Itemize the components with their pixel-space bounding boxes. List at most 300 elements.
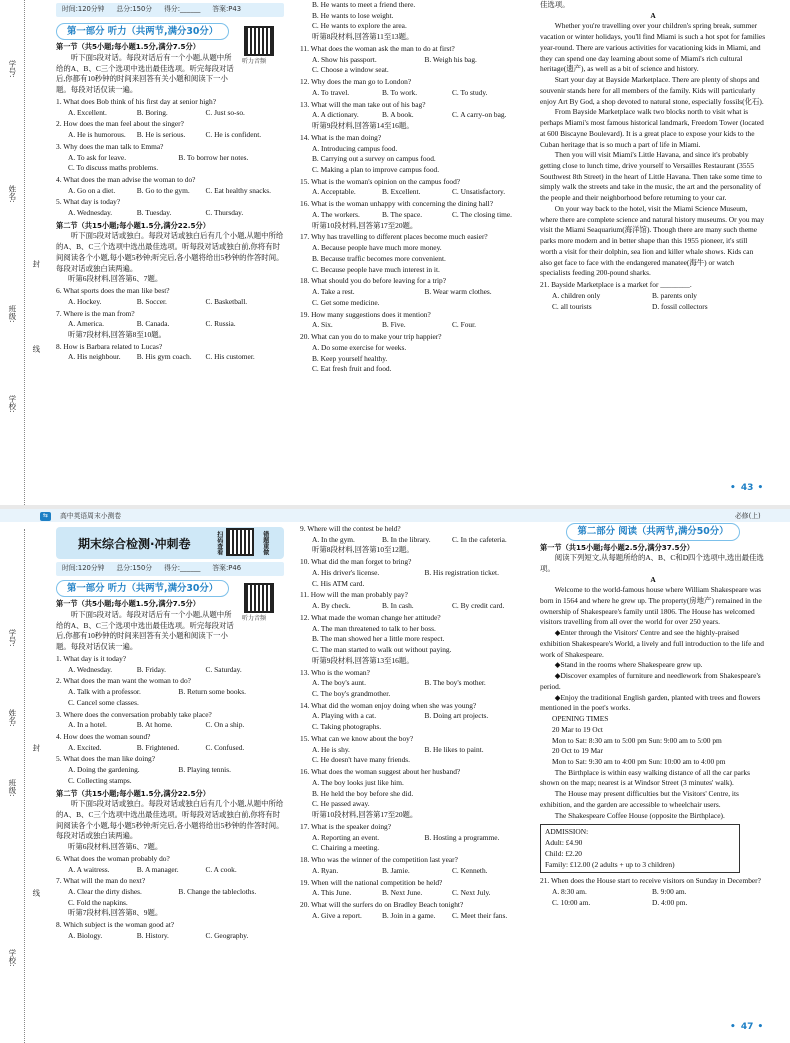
answer-option[interactable]: C. all tourists (552, 301, 592, 311)
question-stem: 1. What does Bob think of his first day at senior high? (56, 96, 216, 106)
answer-option[interactable]: C. The boy's grandmother. (312, 689, 391, 699)
option-row (56, 319, 284, 330)
question-stem: 21. When does the House start to receive visitors on Sunday in December? (540, 876, 761, 886)
question-stem: 2. How does the man feel about the singer? (56, 119, 184, 129)
answer-option[interactable]: A. Wednesday. (68, 664, 113, 674)
option-row (56, 130, 284, 141)
section-badge: 第一部分 听力（共两节,满分30分） (56, 580, 229, 598)
listening-instruction: 听第10段材料,回答第17至20题。 (312, 220, 418, 230)
answer-option[interactable]: C. Collecting stamps. (68, 775, 132, 785)
option-row (56, 665, 284, 676)
question-item (300, 44, 532, 76)
answer-option[interactable]: B. Change the tablecloths. (178, 886, 257, 896)
option-row (300, 601, 532, 612)
question-stem: 16. What does the woman suggest about her husband? (300, 767, 461, 777)
question-item (56, 342, 284, 363)
answer-option[interactable]: A. Do some exercise for weeks. (312, 342, 407, 352)
question-item (56, 142, 284, 174)
question-item (540, 280, 766, 312)
margin-label: 封 (31, 260, 41, 268)
question-stem: 20. What can you do to make your trip happier? (300, 332, 442, 342)
answer-option[interactable]: C. Next July. (452, 888, 491, 898)
question-item (300, 701, 532, 733)
question-stem: 11. How will the man probably pay? (300, 590, 408, 600)
answer-option[interactable]: A. His driver's license. (312, 567, 380, 577)
option-row (300, 287, 532, 298)
question-list (56, 654, 284, 787)
answer-option[interactable]: C. He passed away. (312, 799, 370, 809)
test-meta (56, 562, 284, 576)
answer-option[interactable]: C. Eat healthy snacks. (205, 185, 271, 195)
option-row (300, 866, 532, 877)
answer-option[interactable]: A. Show his passport. (312, 54, 377, 64)
answer-option[interactable]: C. He is confident. (205, 130, 262, 140)
question-item (300, 900, 532, 921)
answer-option[interactable]: B. Canada. (136, 319, 170, 329)
answer-option[interactable]: B. Frightened. (136, 742, 180, 752)
time-info: 时间:120分钟 (62, 5, 105, 13)
text-line: 佳选项。 (540, 0, 570, 9)
option-row (300, 535, 532, 546)
admission-line: Family: £12.00 (2 adults + up to 3 children) (545, 859, 675, 869)
answer-option[interactable]: A. Excellent. (68, 107, 107, 117)
answer-option[interactable]: C. Choose a window seat. (312, 65, 389, 75)
answer-option[interactable]: A. In the gym. (312, 534, 355, 544)
answer-option[interactable]: A. Biology. (68, 930, 103, 940)
answer-option[interactable]: C. A cook. (205, 864, 237, 874)
page-number: • 47 • (730, 1022, 765, 1032)
option-line: C. He wants to explore the area. (312, 21, 407, 31)
answer-option[interactable]: C. Because people have much interest in it. (312, 264, 440, 274)
answer-option[interactable]: C. A carry-on bag. (452, 110, 507, 120)
question-stem: 9. Where will the contest be held? (300, 524, 401, 533)
question-stem: 4. What does the man advise the woman to do? (56, 174, 196, 184)
middle-column (300, 0, 532, 505)
answer-option[interactable]: A. To ask for leave. (68, 152, 127, 162)
answer-option[interactable]: B. Five. (382, 320, 406, 330)
header-right: 必修(上) (735, 512, 761, 520)
answer-option[interactable]: C. He doesn't have many friends. (312, 755, 411, 765)
answer-option[interactable]: A. A waitress. (68, 864, 110, 874)
question-list (300, 557, 532, 656)
answer-option[interactable]: A. Wednesday. (68, 208, 113, 218)
option-row (540, 887, 766, 908)
option-row (56, 765, 284, 776)
answer-option[interactable]: C. On a ship. (205, 720, 245, 730)
answer-option[interactable]: B. History. (136, 930, 169, 940)
answer-option[interactable]: A. Excited. (68, 742, 102, 752)
answer-option[interactable]: B. A book. (382, 110, 414, 120)
part-intro: 阅读下列短文,从每题所给的A、B、C和D四个选项中,选出最佳选项。 (540, 553, 764, 573)
answer-option[interactable]: A. Ryan. (312, 865, 339, 875)
answer-option[interactable]: B. Soccer. (136, 296, 167, 306)
answer-option[interactable]: B. Return some books. (178, 687, 246, 697)
cut-line (24, 529, 25, 1043)
answer-option[interactable]: C. Meet their fans. (452, 910, 508, 920)
answer-option[interactable]: B. Boring. (136, 107, 168, 117)
question-item (300, 276, 532, 308)
answer-option[interactable]: A. Doing the gardening. (68, 765, 140, 775)
answer-option[interactable]: C. In the cafeteria. (452, 534, 507, 544)
question-item (56, 286, 284, 307)
option-line: B. He wants to lose weight. (312, 10, 394, 20)
answer-option[interactable]: A. Talk with a professor. (68, 687, 141, 697)
listening-instruction: 听第7段材料,回答第8、9题。 (68, 908, 163, 918)
question-stem: 10. What did the man forget to bring? (300, 557, 412, 567)
paragraph: The Birthplace is within easy walking distance of all the car parks shown on the map; nearest is at Windsor Street (3 minutes' walk). (540, 767, 750, 788)
answer-option[interactable]: A. The workers. (312, 209, 360, 219)
answer-option[interactable]: D. fossil collectors (652, 301, 708, 311)
margin-label: 线 (31, 889, 41, 897)
answer-option[interactable]: A. His neighbour. (68, 352, 121, 362)
question-stem: 3. Where does the conversation probably take place? (56, 709, 212, 719)
binding-margin (0, 509, 42, 1043)
answer-option[interactable]: A. Reporting an event. (312, 832, 380, 842)
binding-margin (0, 0, 42, 505)
listening-instruction: 听第7段材料,回答第8至10题。 (68, 329, 166, 339)
answer-option[interactable]: C. Making a plan to improve campus food. (312, 165, 440, 175)
passage-letter: A (650, 574, 656, 584)
answer-option[interactable]: A. He is humorous. (68, 130, 126, 140)
question-list (56, 342, 284, 363)
question-list (300, 668, 532, 811)
question-item (300, 734, 532, 766)
option-row (300, 833, 532, 844)
qr-caption: 听力音频 (242, 615, 267, 622)
part-intro: 听下面5段对话或独白。每段对话或独白后有几个小题,从题中所给的A、B、C三个选项中选出最佳选项。听每段对话或独白前,你将有时间阅读各个小题,每小题5秒钟;听完后,各小题将给出5秒钟的作答时间。每段对话或独白读两遍。 (56, 799, 284, 841)
question-list (56, 920, 284, 941)
answer-option[interactable]: A. This June. (312, 888, 352, 898)
question-item (56, 876, 284, 908)
part-heading: 第一节（共5小题;每小题1.5分,满分7.5分） (56, 42, 200, 52)
listening-instruction: 听第8段材料,回答第11至13题。 (312, 32, 414, 42)
question-item (300, 878, 532, 899)
margin-label: 学号: (7, 60, 17, 78)
answer-option[interactable]: A. The man threatened to talk to her boss. (312, 623, 436, 633)
option-row (300, 187, 532, 198)
question-item (300, 177, 532, 198)
answer-option[interactable]: B. A manager. (136, 864, 179, 874)
answer-option[interactable]: B. Tuesday. (136, 208, 172, 218)
right-column (540, 0, 766, 505)
part-intro: 听下面5段对话。每段对话后有一个小题,从题中所给的A、B、C三个选项中选出最佳选项。听完每段对话后,你都有10秒钟的时间来回答有关小题和阅读下一小题。每段对话仅读一遍。 (56, 609, 234, 652)
answer-option[interactable]: C. Get some medicine. (312, 297, 380, 307)
answer-option[interactable]: B. Wear warm clothes. (424, 287, 492, 297)
answer-option[interactable]: A. children only (552, 290, 601, 300)
passage-letter: A (650, 10, 656, 20)
margin-label: 学校: (7, 395, 17, 413)
question-item (56, 119, 284, 140)
question-stem: 6. What does the woman probably do? (56, 853, 170, 863)
part-heading: 第二节（共15小题;每小题1.5分,满分22.5分） (56, 220, 210, 230)
answer-option[interactable]: C. Chairing a meeting. (312, 843, 380, 853)
header-logo: ⇆ (40, 512, 51, 521)
page-number-text: 47 (740, 1022, 754, 1032)
section-badge: 第一部分 听力（共两节,满分30分） (56, 23, 229, 41)
answer-option[interactable]: B. Jamie. (382, 865, 410, 875)
result-info: 得分:______ (164, 5, 201, 13)
question-item (56, 854, 284, 875)
paragraph: ◆Discover examples of furniture and needlework from Shakespeare's period. (540, 671, 761, 691)
question-item (56, 754, 284, 786)
question-stem: 13. What will the man take out of his bag? (300, 99, 426, 109)
question-list (300, 822, 532, 922)
question-list (540, 876, 766, 908)
title-side-label: 错题重做 (261, 531, 269, 555)
question-stem: 14. What did the woman enjoy doing when she was young? (300, 700, 477, 710)
question-stem: 20. What will the surfers do on Bradley Beach tonight? (300, 899, 464, 909)
answer-option[interactable]: C. His customer. (205, 352, 255, 362)
answer-option[interactable]: C. To study. (452, 87, 488, 97)
question-item (300, 767, 532, 810)
answer-option[interactable]: B. He held the boy before she did. (312, 788, 414, 798)
part-intro: 听下面5段对话或独白。每段对话或独白后有几个小题,从题中所给的A、B、C三个选项中选出最佳选项。听每段对话或独白前,你将有时间阅读各个小题,每小题5秒钟;听完后,各小题将给出5秒钟的作答时间。每段对话或独白读两遍。 (56, 231, 284, 273)
option-row (56, 153, 284, 164)
opening-line: 20 Mar to 19 Oct (552, 724, 603, 734)
answer-option[interactable]: B. Hosting a programme. (424, 832, 500, 842)
answer-option[interactable]: C. Just so-so. (205, 107, 245, 117)
question-item (56, 732, 284, 753)
question-item (300, 232, 532, 275)
page-number: • 43 • (730, 483, 765, 493)
question-item (300, 310, 532, 331)
paragraph: On your way back to the hotel, visit the Miami Science Museum, where there are complete science and natural history museums. Or you may visit the Miami Seaquarium(海洋馆). Though there are many such theme parks more modern and in better shape than this 1955 pioneer, it's still worth a visit for their dolphin, sea lion and killer whale shows. Kids can also get face to face with the endangered manatee(海牛) or watch specialists feeding 200-pound sharks. (540, 203, 765, 278)
answer-option[interactable]: C. The man started to walk out without paying. (312, 645, 452, 655)
answer-option[interactable]: A. By check. (312, 601, 351, 611)
middle-column (300, 523, 532, 1043)
left-column (56, 527, 284, 1043)
answer-option[interactable]: B. Excellent. (382, 187, 421, 197)
answer-option[interactable]: A. The boy's aunt. (312, 678, 366, 688)
opening-line: Mon to Sat: 9:30 am to 4:00 pm Sun: 10:00 am to 4:00 pm (552, 757, 726, 767)
answer-option[interactable]: D. 4:00 pm. (652, 897, 688, 907)
paragraph: Welcome to the world-famous house where William Shakespeare was born in 1564 and where he grew up. The property(房地产) remained in the ownership of Shakespeare's family until 1806. The House has welcomed visitors travelling from all over the world for over 250 years. (540, 585, 762, 627)
answer-option[interactable]: B. Keep yourself healthy. (312, 353, 388, 363)
opening-line: OPENING TIMES (552, 714, 609, 724)
question-item (300, 524, 532, 545)
answer-option[interactable]: C. By credit card. (452, 601, 505, 611)
answer-option[interactable]: B. His gym coach. (136, 352, 192, 362)
margin-label: 班级: (7, 779, 17, 797)
option-row (56, 108, 284, 119)
margin-label: 线 (31, 345, 41, 353)
answer-option[interactable]: B. Because traffic becomes more convenient. (312, 253, 446, 263)
opening-line: 20 Oct to 19 Mar (552, 746, 603, 756)
answer-option[interactable]: A. The boy looks just like him. (312, 777, 404, 787)
answer-option[interactable]: A. Hockey. (68, 296, 102, 306)
part-intro: 听下面5段对话。每段对话后有一个小题,从题中所给的A、B、C三个选项中选出最佳选项。听完每段对话后,你都有10秒钟的时间来回答有关小题和阅读下一小题。每段对话仅读一遍。 (56, 52, 234, 95)
listening-instruction: 听第9段材料,回答第13至16题。 (312, 655, 414, 665)
part-heading: 第二节（共15小题;每小题1.5分,满分22.5分） (56, 788, 210, 798)
answer-option[interactable]: C. Cancel some classes. (68, 697, 139, 707)
answer-option[interactable]: A. Introducing campus food. (312, 143, 398, 153)
option-row (56, 720, 284, 731)
question-stem: 5. What does the man like doing? (56, 754, 155, 764)
question-item (300, 855, 532, 876)
answer-option[interactable]: C. Kenneth. (452, 865, 488, 875)
answer-option[interactable]: B. His registration ticket. (424, 567, 499, 577)
paragraph: The Shakespeare Coffee House (opposite the Birthplace). (554, 810, 725, 820)
option-row (56, 186, 284, 197)
answer-option[interactable]: C. Eat fresh fruit and food. (312, 364, 392, 374)
answer-option[interactable]: B. Friday. (136, 664, 167, 674)
question-list (540, 280, 766, 312)
passage (540, 585, 766, 714)
question-item (300, 613, 532, 656)
question-item (56, 197, 284, 218)
question-stem: 1. What day is it today? (56, 653, 127, 663)
question-list (300, 44, 532, 375)
answer-option[interactable]: A. Because people have much more money. (312, 243, 442, 253)
answer-option[interactable]: B. He is serious. (136, 130, 186, 140)
qr-code-icon[interactable] (244, 583, 274, 613)
question-stem: 15. What can we know about the boy? (300, 733, 414, 743)
question-item (56, 710, 284, 731)
qr-code-icon[interactable] (226, 528, 254, 556)
question-stem: 8. Which subject is the woman good at? (56, 920, 175, 930)
answer-option[interactable]: C. Thursday. (205, 208, 244, 218)
listening-instruction: 听第6段材料,回答第6、7题。 (68, 842, 163, 852)
answer-option[interactable]: B. To borrow her notes. (178, 152, 249, 162)
answer-option[interactable]: B. Doing art projects. (424, 711, 489, 721)
bottom-spread (0, 509, 790, 1043)
option-row (56, 687, 284, 698)
answer-option[interactable]: B. 9:00 am. (652, 887, 687, 897)
answer-option[interactable]: C. 10:00 am. (552, 897, 591, 907)
question-item (300, 668, 532, 700)
answer-option[interactable]: A. To travel. (312, 87, 350, 97)
answer-option[interactable]: B. The boy's mother. (424, 678, 486, 688)
question-stem: 12. What made the woman change her attitude? (300, 612, 441, 622)
answer-option[interactable]: C. Geography. (205, 930, 249, 940)
question-stem: 2. What does the man want the woman to do? (56, 676, 191, 686)
answer-option[interactable]: A. Give a report. (312, 910, 362, 920)
option-row (300, 568, 532, 579)
answer-option[interactable]: B. In cash. (382, 601, 414, 611)
answer-option[interactable]: B. parents only (652, 290, 697, 300)
question-stem: 6. What sports does the man like best? (56, 286, 170, 296)
answer-option[interactable]: B. Next June. (382, 888, 423, 898)
answer-option[interactable]: B. To work. (382, 87, 418, 97)
listening-instruction: 听第8段材料,回答第10至12题。 (312, 545, 414, 555)
admission-line: Child: £2.20 (545, 848, 582, 858)
answer-option[interactable]: C. His ATM card. (312, 578, 365, 588)
option-row (300, 745, 532, 756)
answer-option[interactable]: B. Carrying out a survey on campus food. (312, 154, 436, 164)
paragraph: From Bayside Marketplace walk two blocks north to visit what is perhaps Miami's most famous historical landmark, Freedom Tower (located at 600 Biscayne Boulevard). It is a great place to expose your kids to the Cuban heritage that is so much a part of life in Miami. (540, 107, 764, 149)
answer-option[interactable]: A. Take a rest. (312, 287, 355, 297)
answer-option[interactable]: C. Unsatisfactory. (452, 187, 506, 197)
answer-option[interactable]: A. He is shy. (312, 744, 350, 754)
question-item (300, 100, 532, 121)
qr-code-icon[interactable] (244, 26, 274, 56)
question-item (540, 876, 766, 908)
option-row (300, 55, 532, 66)
answer-option[interactable]: C. Taking photographs. (312, 722, 382, 732)
question-item (56, 309, 284, 330)
question-stem: 5. What day is today? (56, 197, 121, 207)
answer-option[interactable]: B. Playing tennis. (178, 765, 231, 775)
answer-option[interactable]: A. Clear the dirty dishes. (68, 886, 142, 896)
answer-option[interactable]: C. Russia. (205, 319, 236, 329)
answer-ref: 答案:P46 (212, 564, 242, 572)
answer-option[interactable]: B. He likes to paint. (424, 744, 484, 754)
question-stem: 13. Who is the woman? (300, 667, 370, 677)
answer-option[interactable]: A. Six. (312, 320, 333, 330)
part-heading: 第一节（共15小题;每小题2.5分,满分37.5分） (540, 542, 694, 552)
cut-line (24, 0, 25, 505)
answer-option[interactable]: C. Saturday. (205, 664, 242, 674)
answer-option[interactable]: A. 8:30 am. (552, 887, 587, 897)
answer-option[interactable]: B. The man showed her a little more respect. (312, 634, 445, 644)
option-row (56, 931, 284, 942)
answer-option[interactable]: A. Go on a diet. (68, 185, 116, 195)
margin-label: 学号: (7, 629, 17, 647)
option-row (56, 887, 284, 898)
answer-option[interactable]: B. Weigh his bag. (424, 54, 477, 64)
answer-option[interactable]: C. Basketball. (205, 296, 248, 306)
answer-option[interactable]: B. Go to the gym. (136, 185, 190, 195)
question-stem: 18. Who was the winner of the competition last year? (300, 855, 458, 865)
question-stem: 11. What does the woman ask the man to do at first? (300, 43, 455, 53)
answer-option[interactable]: C. To discuss maths problems. (68, 163, 159, 173)
margin-label: 学校: (7, 949, 17, 967)
answer-option[interactable]: B. Join in a game. (382, 910, 436, 920)
answer-option[interactable]: C. Confused. (205, 742, 245, 752)
question-stem: 3. Why does the man talk to Emma? (56, 141, 164, 151)
answer-option[interactable]: A. Acceptable. (312, 187, 356, 197)
score-info: 总分:150分 (116, 5, 153, 13)
question-item (300, 133, 532, 176)
answer-option[interactable]: A. A dictionary. (312, 110, 359, 120)
answer-option[interactable]: C. Four. (452, 320, 477, 330)
question-stem: 19. When will the national competition be held? (300, 877, 443, 887)
question-stem: 16. What is the woman unhappy with concerning the dining hall? (300, 199, 494, 209)
question-stem: 7. What will the man do next? (56, 876, 146, 886)
time-info: 时间:120分钟 (62, 564, 105, 572)
admission-box (540, 824, 740, 873)
question-list (56, 286, 284, 330)
page-title: 期末综合检测·冲刺卷 (78, 537, 191, 551)
score-info: 总分:150分 (116, 564, 153, 572)
answer-option[interactable]: A. In a hotel. (68, 720, 107, 730)
answer-option[interactable]: B. The space. (382, 209, 423, 219)
question-stem: 17. What is the speaker doing? (300, 821, 391, 831)
question-list (56, 97, 284, 219)
answer-option[interactable]: C. The closing time. (452, 209, 513, 219)
title-band (56, 527, 284, 559)
answer-option[interactable]: B. In the library. (382, 534, 431, 544)
question-stem: 7. Where is the man from? (56, 308, 135, 318)
paragraph: ◆Enter through the Visitors' Centre and see the highly-praised exhibition Shakespeare's World, a lively and full introduction to the life and work of Shakespeare. (540, 628, 764, 659)
option-row (300, 88, 532, 99)
question-item (300, 199, 532, 220)
margin-label: 姓名: (7, 709, 17, 727)
question-item (56, 654, 284, 675)
left-column (56, 0, 284, 505)
question-item (56, 676, 284, 708)
question-stem: 18. What should you do before leaving for a trip? (300, 276, 446, 286)
answer-option[interactable]: A. Playing with a cat. (312, 711, 377, 721)
answer-option[interactable]: C. Fold the napkins. (68, 897, 128, 907)
question-stem: 15. What is the woman's opinion on the campus food? (300, 176, 461, 186)
answer-option[interactable]: B. At home. (136, 720, 173, 730)
right-column (540, 523, 766, 1043)
answer-option[interactable]: A. America. (68, 319, 104, 329)
option-row (300, 320, 532, 331)
result-info: 得分:______ (164, 564, 201, 572)
part-heading: 第一节（共5小题;每小题1.5分,满分7.5分） (56, 599, 200, 609)
